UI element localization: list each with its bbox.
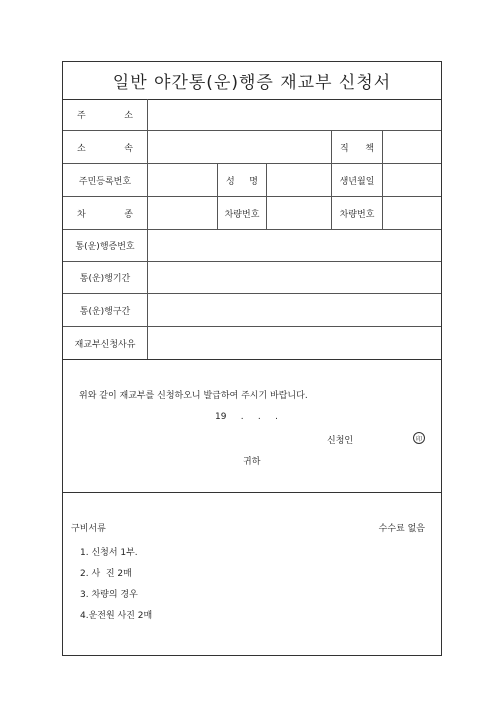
vehicle-type-field[interactable] bbox=[148, 197, 217, 229]
affiliation-label: 소 속 bbox=[77, 143, 133, 154]
row-address bbox=[63, 99, 441, 131]
document-item: 4.운전원 사진 2매 bbox=[80, 611, 153, 621]
name-label: 성 명 bbox=[226, 176, 258, 187]
vehicle-number-label-2: 차량번호 bbox=[339, 209, 375, 220]
address-field[interactable] bbox=[148, 99, 441, 130]
seal-mark: 印 bbox=[413, 432, 425, 444]
statement-text: 위와 같이 재교부를 신청하오니 발급하여 주시기 바랍니다. bbox=[79, 391, 308, 401]
reason-field[interactable] bbox=[148, 327, 441, 359]
applicant-label: 신청인 bbox=[327, 436, 354, 446]
vehicle-number-field-1[interactable] bbox=[267, 197, 331, 229]
statement-section bbox=[63, 360, 441, 493]
row-reason bbox=[63, 327, 441, 360]
period-field[interactable] bbox=[148, 262, 441, 293]
vehicle-type-label: 차 종 bbox=[77, 209, 133, 220]
row-permit-number bbox=[63, 230, 441, 262]
period-label: 통(운)행기간 bbox=[79, 274, 131, 284]
section-field[interactable] bbox=[148, 294, 441, 326]
birth-date-label: 생년월일 bbox=[339, 176, 375, 187]
reason-label: 재교부신청사유 bbox=[74, 339, 136, 350]
position-field[interactable] bbox=[383, 131, 441, 163]
recipient-label: 귀하 bbox=[243, 457, 261, 467]
resident-number-label: 주민등록번호 bbox=[78, 176, 132, 187]
document-item: 1. 신청서 1부. bbox=[80, 548, 138, 558]
document-item: 2. 사 진 2매 bbox=[80, 569, 132, 579]
document-item: 3. 차량의 경우 bbox=[80, 590, 138, 600]
birth-date-field[interactable] bbox=[383, 164, 441, 196]
row-section bbox=[63, 294, 441, 327]
affiliation-field[interactable] bbox=[148, 131, 331, 163]
vehicle-number-field-2[interactable] bbox=[383, 197, 441, 229]
row-period bbox=[63, 262, 441, 294]
section-label: 통(운)행구간 bbox=[79, 306, 131, 317]
fee-note: 수수료 없음 bbox=[378, 524, 425, 534]
row-affiliation bbox=[63, 131, 441, 164]
vehicle-number-label-1: 차량번호 bbox=[224, 209, 260, 220]
application-form bbox=[62, 61, 442, 656]
permit-number-label: 통(운)행증번호 bbox=[75, 242, 135, 252]
form-title: 일반 야간통(운)행증 재교부 신청서 bbox=[63, 62, 441, 100]
name-field[interactable] bbox=[267, 164, 331, 196]
resident-number-field[interactable] bbox=[148, 164, 217, 196]
statement-date: 19 . . . bbox=[215, 412, 278, 422]
documents-heading: 구비서류 bbox=[71, 524, 106, 534]
permit-number-field[interactable] bbox=[148, 230, 441, 261]
address-label: 주 소 bbox=[77, 111, 133, 121]
documents-section bbox=[63, 493, 441, 657]
row-resident bbox=[63, 164, 441, 197]
row-vehicle bbox=[63, 197, 441, 230]
position-label: 직 책 bbox=[340, 143, 374, 154]
